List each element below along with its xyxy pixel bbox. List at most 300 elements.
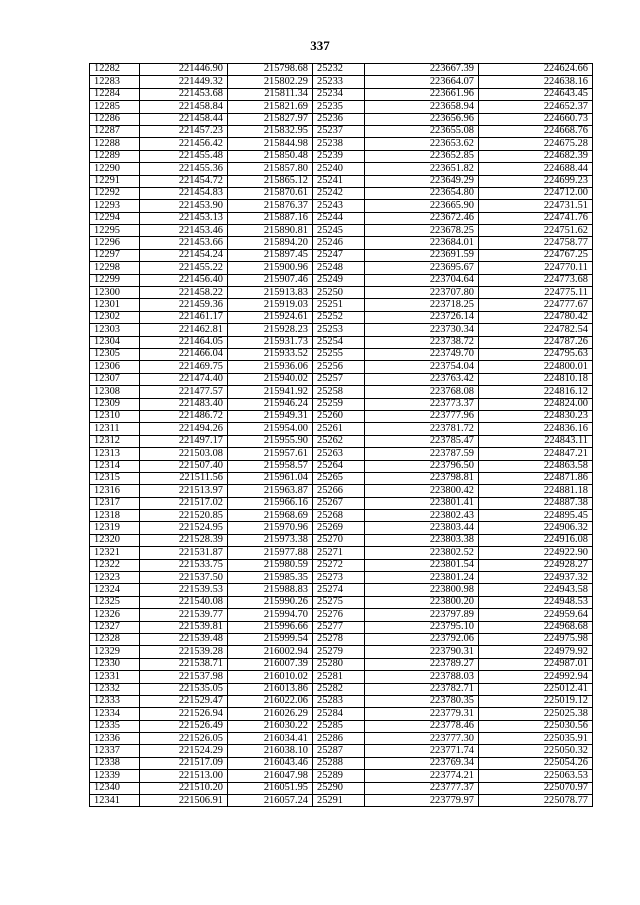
x-coordinate-left: 221456.42	[140, 138, 228, 150]
point-number-left: 12336	[90, 733, 140, 745]
point-number-right: 25261	[313, 423, 365, 435]
point-number-right: 25236	[313, 113, 365, 125]
y-coordinate-right: 224770.11	[479, 262, 593, 274]
y-coordinate-right: 224624.66	[479, 64, 593, 76]
y-coordinate-left: 215958.57	[228, 460, 313, 472]
y-coordinate-right: 224887.38	[479, 497, 593, 509]
y-coordinate-right: 224863.58	[479, 460, 593, 472]
y-coordinate-right: 224782.54	[479, 324, 593, 336]
y-coordinate-right: 224943.58	[479, 584, 593, 596]
point-number-left: 12284	[90, 88, 140, 100]
y-coordinate-right: 224881.18	[479, 485, 593, 497]
x-coordinate-right: 223661.96	[365, 88, 479, 100]
table-row	[90, 795, 593, 807]
point-number-right: 25272	[313, 559, 365, 571]
point-number-right: 25287	[313, 745, 365, 757]
point-number-right: 25233	[313, 76, 365, 88]
point-number-right: 25235	[313, 101, 365, 113]
table-row	[90, 76, 593, 88]
x-coordinate-left: 221507.40	[140, 460, 228, 472]
point-number-left: 12317	[90, 497, 140, 509]
y-coordinate-left: 215966.16	[228, 497, 313, 509]
y-coordinate-right: 224712.00	[479, 187, 593, 199]
point-number-left: 12332	[90, 683, 140, 695]
x-coordinate-right: 223801.41	[365, 497, 479, 509]
point-number-left: 12337	[90, 745, 140, 757]
y-coordinate-right: 225019.12	[479, 695, 593, 707]
table-row	[90, 150, 593, 162]
point-number-right: 25291	[313, 795, 365, 807]
x-coordinate-left: 221533.75	[140, 559, 228, 571]
x-coordinate-right: 223684.01	[365, 237, 479, 249]
point-number-left: 12314	[90, 460, 140, 472]
x-coordinate-right: 223773.37	[365, 398, 479, 410]
table-row	[90, 770, 593, 782]
x-coordinate-right: 223655.08	[365, 125, 479, 137]
y-coordinate-left: 215844.98	[228, 138, 313, 150]
x-coordinate-left: 221469.75	[140, 361, 228, 373]
y-coordinate-left: 215811.34	[228, 88, 313, 100]
x-coordinate-left: 221453.90	[140, 200, 228, 212]
x-coordinate-left: 221539.28	[140, 646, 228, 658]
x-coordinate-right: 223796.50	[365, 460, 479, 472]
y-coordinate-left: 215968.69	[228, 510, 313, 522]
y-coordinate-left: 215924.61	[228, 311, 313, 323]
table-row	[90, 274, 593, 286]
point-number-left: 12299	[90, 274, 140, 286]
x-coordinate-left: 221474.40	[140, 373, 228, 385]
x-coordinate-left: 221529.47	[140, 695, 228, 707]
y-coordinate-left: 215949.31	[228, 410, 313, 422]
table-row	[90, 175, 593, 187]
point-number-left: 12308	[90, 386, 140, 398]
point-number-right: 25284	[313, 708, 365, 720]
table-row	[90, 510, 593, 522]
x-coordinate-right: 223802.52	[365, 547, 479, 559]
y-coordinate-right: 224699.23	[479, 175, 593, 187]
point-number-left: 12338	[90, 757, 140, 769]
y-coordinate-right: 224731.51	[479, 200, 593, 212]
x-coordinate-right: 223768.08	[365, 386, 479, 398]
point-number-left: 12304	[90, 336, 140, 348]
table-row	[90, 572, 593, 584]
y-coordinate-left: 215961.04	[228, 472, 313, 484]
x-coordinate-left: 221458.22	[140, 287, 228, 299]
x-coordinate-left: 221483.40	[140, 398, 228, 410]
y-coordinate-left: 216034.41	[228, 733, 313, 745]
y-coordinate-right: 224830.23	[479, 410, 593, 422]
point-number-left: 12312	[90, 435, 140, 447]
point-number-right: 25289	[313, 770, 365, 782]
table-row	[90, 287, 593, 299]
point-number-right: 25282	[313, 683, 365, 695]
y-coordinate-left: 215821.69	[228, 101, 313, 113]
y-coordinate-left: 215970.96	[228, 522, 313, 534]
table-row	[90, 249, 593, 261]
point-number-right: 25238	[313, 138, 365, 150]
point-number-left: 12296	[90, 237, 140, 249]
y-coordinate-right: 224787.26	[479, 336, 593, 348]
point-number-right: 25240	[313, 163, 365, 175]
x-coordinate-right: 223797.89	[365, 609, 479, 621]
y-coordinate-right: 224758.77	[479, 237, 593, 249]
x-coordinate-left: 221517.02	[140, 497, 228, 509]
x-coordinate-left: 221458.44	[140, 113, 228, 125]
y-coordinate-left: 215931.73	[228, 336, 313, 348]
x-coordinate-left: 221539.81	[140, 621, 228, 633]
point-number-right: 25237	[313, 125, 365, 137]
point-number-left: 12294	[90, 212, 140, 224]
y-coordinate-left: 215865.12	[228, 175, 313, 187]
point-number-left: 12285	[90, 101, 140, 113]
point-number-left: 12313	[90, 448, 140, 460]
x-coordinate-right: 223800.42	[365, 485, 479, 497]
point-number-right: 25244	[313, 212, 365, 224]
table-row	[90, 522, 593, 534]
point-number-left: 12311	[90, 423, 140, 435]
point-number-left: 12290	[90, 163, 140, 175]
x-coordinate-left: 221453.68	[140, 88, 228, 100]
point-number-left: 12334	[90, 708, 140, 720]
y-coordinate-left: 215890.81	[228, 225, 313, 237]
point-number-right: 25283	[313, 695, 365, 707]
x-coordinate-right: 223667.39	[365, 64, 479, 76]
x-coordinate-left: 221520.85	[140, 510, 228, 522]
point-number-left: 12341	[90, 795, 140, 807]
x-coordinate-right: 223651.82	[365, 163, 479, 175]
x-coordinate-right: 223778.46	[365, 720, 479, 732]
y-coordinate-right: 224773.68	[479, 274, 593, 286]
table-row	[90, 596, 593, 608]
point-number-left: 12322	[90, 559, 140, 571]
y-coordinate-left: 215988.83	[228, 584, 313, 596]
point-number-left: 12303	[90, 324, 140, 336]
table-row	[90, 262, 593, 274]
x-coordinate-right: 223780.35	[365, 695, 479, 707]
y-coordinate-right: 224741.76	[479, 212, 593, 224]
y-coordinate-left: 215980.59	[228, 559, 313, 571]
point-number-left: 12321	[90, 547, 140, 559]
y-coordinate-right: 224928.27	[479, 559, 593, 571]
y-coordinate-left: 215928.23	[228, 324, 313, 336]
y-coordinate-right: 225063.53	[479, 770, 593, 782]
x-coordinate-right: 223801.24	[365, 572, 479, 584]
x-coordinate-right: 223782.71	[365, 683, 479, 695]
y-coordinate-left: 215996.66	[228, 621, 313, 633]
point-number-left: 12325	[90, 596, 140, 608]
point-number-right: 25274	[313, 584, 365, 596]
x-coordinate-left: 221454.24	[140, 249, 228, 261]
y-coordinate-right: 224847.21	[479, 448, 593, 460]
x-coordinate-left: 221531.87	[140, 547, 228, 559]
point-number-right: 25234	[313, 88, 365, 100]
coordinates-table-body	[90, 64, 593, 807]
table-row	[90, 745, 593, 757]
x-coordinate-right: 223787.59	[365, 448, 479, 460]
y-coordinate-right: 224652.37	[479, 101, 593, 113]
x-coordinate-left: 221524.95	[140, 522, 228, 534]
x-coordinate-right: 223738.72	[365, 336, 479, 348]
table-row	[90, 64, 593, 76]
x-coordinate-right: 223654.80	[365, 187, 479, 199]
y-coordinate-right: 225070.97	[479, 782, 593, 794]
x-coordinate-left: 221526.05	[140, 733, 228, 745]
y-coordinate-left: 216026.29	[228, 708, 313, 720]
point-number-right: 25232	[313, 64, 365, 76]
point-number-left: 12318	[90, 510, 140, 522]
point-number-left: 12320	[90, 534, 140, 546]
table-row	[90, 361, 593, 373]
x-coordinate-right: 223707.80	[365, 287, 479, 299]
y-coordinate-right: 224751.62	[479, 225, 593, 237]
y-coordinate-left: 216038.10	[228, 745, 313, 757]
point-number-right: 25248	[313, 262, 365, 274]
x-coordinate-left: 221539.48	[140, 633, 228, 645]
table-row	[90, 720, 593, 732]
x-coordinate-right: 223795.10	[365, 621, 479, 633]
table-row	[90, 559, 593, 571]
x-coordinate-left: 221458.84	[140, 101, 228, 113]
x-coordinate-left: 221455.48	[140, 150, 228, 162]
point-number-right: 25275	[313, 596, 365, 608]
point-number-right: 25241	[313, 175, 365, 187]
x-coordinate-left: 221528.39	[140, 534, 228, 546]
point-number-right: 25266	[313, 485, 365, 497]
point-number-right: 25245	[313, 225, 365, 237]
x-coordinate-right: 223801.54	[365, 559, 479, 571]
x-coordinate-right: 223726.14	[365, 311, 479, 323]
x-coordinate-left: 221454.72	[140, 175, 228, 187]
point-number-right: 25242	[313, 187, 365, 199]
x-coordinate-right: 223802.43	[365, 510, 479, 522]
table-row	[90, 200, 593, 212]
y-coordinate-right: 224638.16	[479, 76, 593, 88]
point-number-right: 25253	[313, 324, 365, 336]
table-row	[90, 621, 593, 633]
x-coordinate-left: 221455.36	[140, 163, 228, 175]
y-coordinate-left: 215990.26	[228, 596, 313, 608]
y-coordinate-right: 224975.98	[479, 633, 593, 645]
y-coordinate-left: 215913.83	[228, 287, 313, 299]
point-number-left: 12333	[90, 695, 140, 707]
table-row	[90, 113, 593, 125]
y-coordinate-left: 215977.88	[228, 547, 313, 559]
point-number-right: 25285	[313, 720, 365, 732]
table-row	[90, 423, 593, 435]
x-coordinate-right: 223803.44	[365, 522, 479, 534]
table-row	[90, 101, 593, 113]
table-row	[90, 485, 593, 497]
x-coordinate-right: 223691.59	[365, 249, 479, 261]
point-number-right: 25268	[313, 510, 365, 522]
y-coordinate-right: 224777.67	[479, 299, 593, 311]
table-row	[90, 757, 593, 769]
x-coordinate-right: 223649.29	[365, 175, 479, 187]
y-coordinate-right: 224922.90	[479, 547, 593, 559]
table-row	[90, 125, 593, 137]
point-number-left: 12298	[90, 262, 140, 274]
point-number-right: 25258	[313, 386, 365, 398]
table-row	[90, 448, 593, 460]
y-coordinate-left: 215941.92	[228, 386, 313, 398]
y-coordinate-left: 215887.16	[228, 212, 313, 224]
y-coordinate-right: 224959.64	[479, 609, 593, 621]
y-coordinate-left: 216013.86	[228, 683, 313, 695]
x-coordinate-left: 221494.26	[140, 423, 228, 435]
point-number-left: 12295	[90, 225, 140, 237]
x-coordinate-right: 223704.64	[365, 274, 479, 286]
table-row	[90, 225, 593, 237]
table-row	[90, 534, 593, 546]
y-coordinate-right: 224937.32	[479, 572, 593, 584]
y-coordinate-left: 215933.52	[228, 348, 313, 360]
y-coordinate-left: 215850.48	[228, 150, 313, 162]
y-coordinate-left: 216043.46	[228, 757, 313, 769]
point-number-left: 12324	[90, 584, 140, 596]
point-number-right: 25288	[313, 757, 365, 769]
y-coordinate-left: 216047.98	[228, 770, 313, 782]
point-number-left: 12293	[90, 200, 140, 212]
x-coordinate-left: 221457.23	[140, 125, 228, 137]
x-coordinate-right: 223800.98	[365, 584, 479, 596]
x-coordinate-right: 223777.96	[365, 410, 479, 422]
x-coordinate-right: 223774.21	[365, 770, 479, 782]
y-coordinate-left: 215798.68	[228, 64, 313, 76]
y-coordinate-right: 224682.39	[479, 150, 593, 162]
x-coordinate-left: 221454.83	[140, 187, 228, 199]
point-number-left: 12326	[90, 609, 140, 621]
x-coordinate-left: 221511.56	[140, 472, 228, 484]
table-row	[90, 497, 593, 509]
point-number-right: 25249	[313, 274, 365, 286]
x-coordinate-left: 221486.72	[140, 410, 228, 422]
point-number-right: 25276	[313, 609, 365, 621]
x-coordinate-right: 223678.25	[365, 225, 479, 237]
x-coordinate-right: 223781.72	[365, 423, 479, 435]
x-coordinate-left: 221506.91	[140, 795, 228, 807]
y-coordinate-left: 216002.94	[228, 646, 313, 658]
y-coordinate-right: 224843.11	[479, 435, 593, 447]
x-coordinate-right: 223653.62	[365, 138, 479, 150]
table-row	[90, 671, 593, 683]
table-row	[90, 299, 593, 311]
y-coordinate-right: 224979.92	[479, 646, 593, 658]
y-coordinate-left: 215857.80	[228, 163, 313, 175]
table-row	[90, 695, 593, 707]
x-coordinate-left: 221526.94	[140, 708, 228, 720]
x-coordinate-right: 223754.04	[365, 361, 479, 373]
x-coordinate-left: 221464.05	[140, 336, 228, 348]
point-number-right: 25250	[313, 287, 365, 299]
table-row	[90, 633, 593, 645]
x-coordinate-right: 223771.74	[365, 745, 479, 757]
y-coordinate-right: 224675.28	[479, 138, 593, 150]
point-number-left: 12310	[90, 410, 140, 422]
x-coordinate-left: 221456.40	[140, 274, 228, 286]
point-number-right: 25290	[313, 782, 365, 794]
x-coordinate-right: 223785.47	[365, 435, 479, 447]
x-coordinate-left: 221540.08	[140, 596, 228, 608]
point-number-right: 25267	[313, 497, 365, 509]
table-row	[90, 336, 593, 348]
y-coordinate-left: 215999.54	[228, 633, 313, 645]
point-number-left: 12319	[90, 522, 140, 534]
point-number-right: 25247	[313, 249, 365, 261]
point-number-left: 12327	[90, 621, 140, 633]
x-coordinate-left: 221526.49	[140, 720, 228, 732]
y-coordinate-right: 225035.91	[479, 733, 593, 745]
y-coordinate-left: 215876.37	[228, 200, 313, 212]
x-coordinate-right: 223730.34	[365, 324, 479, 336]
y-coordinate-right: 225078.77	[479, 795, 593, 807]
y-coordinate-right: 225054.26	[479, 757, 593, 769]
x-coordinate-right: 223779.97	[365, 795, 479, 807]
y-coordinate-right: 224767.25	[479, 249, 593, 261]
x-coordinate-left: 221477.57	[140, 386, 228, 398]
page-number: 337	[310, 38, 330, 53]
y-coordinate-left: 215955.90	[228, 435, 313, 447]
x-coordinate-left: 221510.20	[140, 782, 228, 794]
y-coordinate-right: 224992.94	[479, 671, 593, 683]
y-coordinate-right: 224948.53	[479, 596, 593, 608]
y-coordinate-left: 215936.06	[228, 361, 313, 373]
point-number-right: 25286	[313, 733, 365, 745]
point-number-left: 12289	[90, 150, 140, 162]
table-row	[90, 398, 593, 410]
table-row	[90, 435, 593, 447]
x-coordinate-left: 221539.77	[140, 609, 228, 621]
x-coordinate-left: 221466.04	[140, 348, 228, 360]
point-number-left: 12292	[90, 187, 140, 199]
point-number-right: 25278	[313, 633, 365, 645]
y-coordinate-right: 224660.73	[479, 113, 593, 125]
x-coordinate-right: 223779.31	[365, 708, 479, 720]
x-coordinate-left: 221453.66	[140, 237, 228, 249]
table-row	[90, 782, 593, 794]
point-number-left: 12329	[90, 646, 140, 658]
x-coordinate-left: 221455.22	[140, 262, 228, 274]
y-coordinate-left: 215973.38	[228, 534, 313, 546]
y-coordinate-right: 225025.38	[479, 708, 593, 720]
table-row	[90, 410, 593, 422]
y-coordinate-right: 224906.32	[479, 522, 593, 534]
y-coordinate-right: 225012.41	[479, 683, 593, 695]
table-row	[90, 658, 593, 670]
x-coordinate-right: 223656.96	[365, 113, 479, 125]
y-coordinate-right: 224668.76	[479, 125, 593, 137]
y-coordinate-left: 216007.39	[228, 658, 313, 670]
x-coordinate-right: 223695.67	[365, 262, 479, 274]
x-coordinate-left: 221537.50	[140, 572, 228, 584]
point-number-left: 12309	[90, 398, 140, 410]
y-coordinate-left: 215919.03	[228, 299, 313, 311]
x-coordinate-left: 221453.46	[140, 225, 228, 237]
x-coordinate-right: 223652.85	[365, 150, 479, 162]
point-number-left: 12315	[90, 472, 140, 484]
table-row	[90, 609, 593, 621]
table-row	[90, 311, 593, 323]
y-coordinate-left: 215963.87	[228, 485, 313, 497]
y-coordinate-right: 225050.32	[479, 745, 593, 757]
point-number-left: 12307	[90, 373, 140, 385]
y-coordinate-right: 224836.16	[479, 423, 593, 435]
point-number-right: 25255	[313, 348, 365, 360]
y-coordinate-left: 215900.96	[228, 262, 313, 274]
x-coordinate-left: 221446.90	[140, 64, 228, 76]
y-coordinate-right: 224895.45	[479, 510, 593, 522]
y-coordinate-right: 224643.45	[479, 88, 593, 100]
y-coordinate-left: 215802.29	[228, 76, 313, 88]
